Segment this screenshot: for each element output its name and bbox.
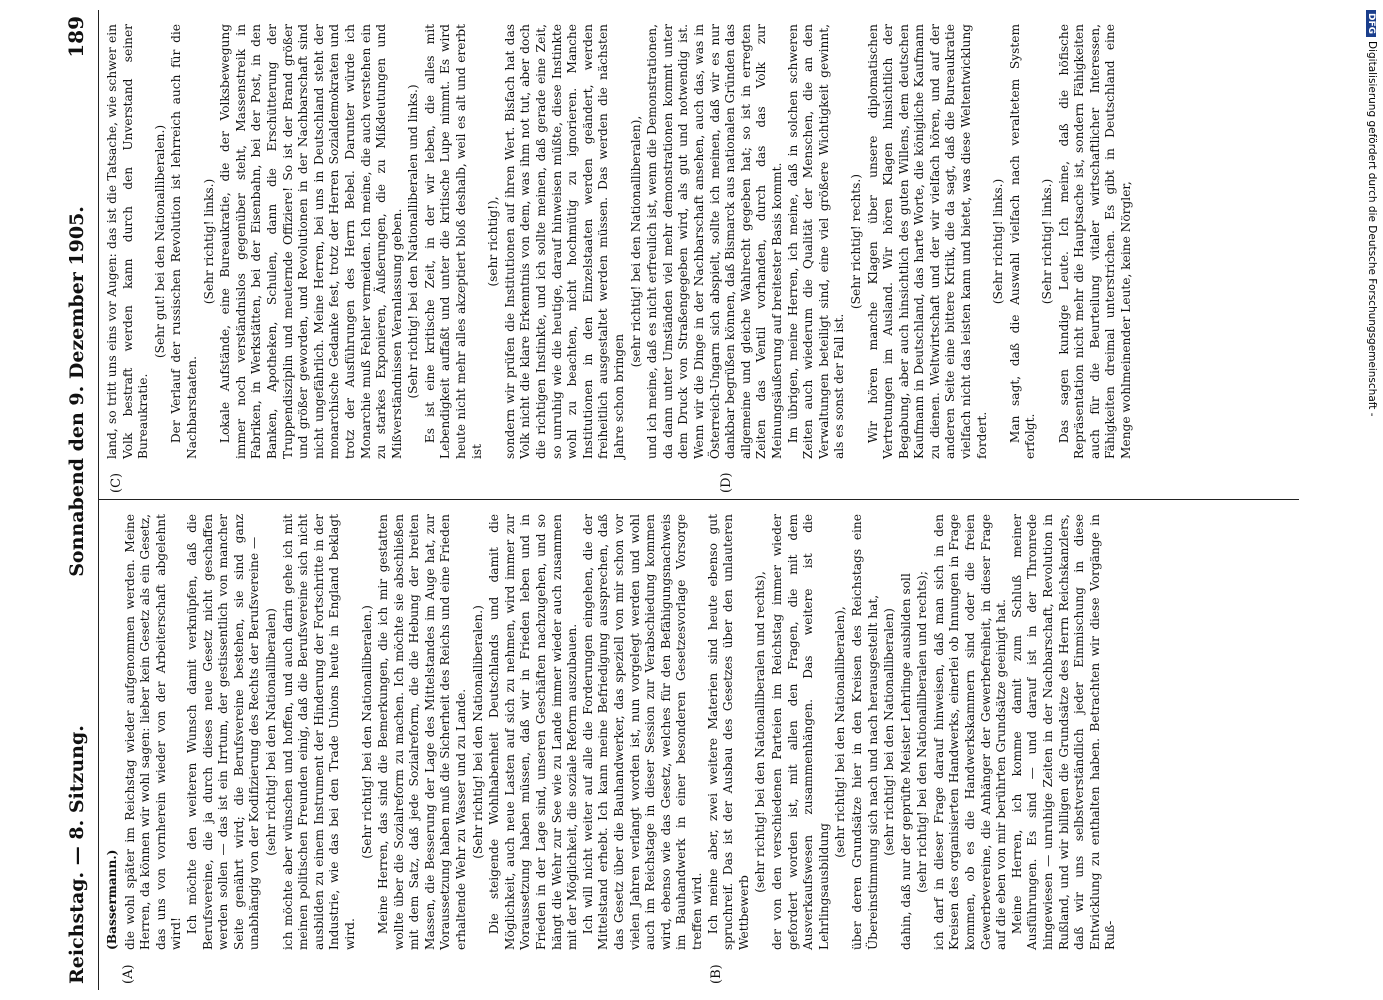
right-column [99, 10, 1299, 500]
paragraph: Der Verlauf der russischen Revolution ist lehrreich auch für die Nachbarstaaten. [169, 24, 199, 459]
paragraph: Es ist eine kritische Zeit, in der wir leben, die alles mit Lebendigkeit auffaßt und unter die kritische Lupe nimmt. Es wird heute nicht mehr alles akzeptiert bloß deshalb, weil es alt und ererbt ist [422, 24, 484, 459]
paragraph: Lokale Aufstände, eine Bureaukratie, die der Volksbewegung immer noch verständnislos gegenüber steht, Massenstreik in Fabriken, in Werkstätten, bei der Eisenbahn, bei der Post, in den Banken, Apotheken, Schulen, dann die Erschütterung der Truppendisziplin und meuternde Offiziere! So ist der Brand größer und größer geworden, und Revolutionen in der Nachbarschaft sind nicht ungefährlich. Meine Herren, bei uns in Deutschland steht der monarchische Gedanke fest, trotz der Herren Sozialdemokraten und trotz der Ausführungen des Herrn Bebel. Darunter würde ich Monarchie muß Fehler vermeiden. Ich meine, die auch verstehen ein zu starkes Exponieren, Äußerungen, die zu Mißdeutungen und Mißverständnissen Veranlassung geben. [218, 24, 404, 459]
interjection: (Sehr richtig! links.) [201, 178, 216, 305]
interjection: (sehr richtig! bei den Nationalliberalen), [628, 115, 643, 368]
paragraph: Meine Herren, ich komme damit zum Schluß meiner Ausführungen. Es sind — und darauf ist in der Thronrede hingewiesen — unruhige Zeiten in der Nachbarschaft, Revolution in Rußland, und wir billigen die Grundsätze des Herrn Reichskanzlers, daß wir uns selbstverständlich jeder Einmischung in diese Entwicklung zu enthalten haben. Betrachten wir diese Vorgänge in Ruß- [1009, 514, 1118, 950]
interjection: (Sehr richtig! rechts.) [848, 173, 863, 310]
interjection: (sehr richtig! bei den Nationalliberalen) [882, 608, 897, 856]
paragraph: Ich meine aber, zwei weitere Materien sind heute ebenso gut spruchreif. Das ist der Ausbau des Gesetzes über den unlauteren Wettbewerb [705, 514, 751, 950]
running-header [64, 10, 99, 990]
digitization-note: Digitalisierung gefördert durch die Deutsche Forschungsgemeinschaft - [1366, 41, 1378, 417]
paragraph: über deren Grundsätze hier in den Kreisen des Reichstags eine Übereinstimmung sich nach und nach herausgestellt hat, [849, 514, 880, 950]
paragraph: Die steigende Wohlhabenheit Deutschlands und damit die Möglichkeit, auch neue Lasten auf sich zu nehmen, wird immer zur Voraussetzung haben müssen, daß wir in Frieden leben und in Frieden in der Lage sind, unseren Geschäften nachzugehen, und so hängt die Wehr zur See wie zu Lande immer wieder auch zusammen mit der Möglichkeit, die soziale Reform auszubauen. [487, 514, 580, 950]
interjection: (sehr richtig!), [486, 196, 501, 287]
paragraph: ich darf in dieser Frage darauf hinweisen, daß man sich in den Kreisen des organisierten Handwerks, einerlei ob Innungen in Frage kommen, ob es die Handwerkskammern sind oder die freien Gewerbevereine, die Anhänger der Gewerbefreiheit, in dieser Frage auf die eben von mir berührten Grundsätze geeinigt hat. [931, 514, 1009, 950]
page-number: 189 [64, 16, 88, 58]
interjection: (sehr richtig! bei den Nationalliberalen), [833, 606, 848, 858]
paragraph: der von den verschiedenen Parteien im Reichstag immer wieder gefordert worden ist, mit allen den Fragen, die mit dem Ausverkaufswesen zusammenhängen. Das weitere ist die Lehrlingsausbildung [769, 514, 831, 950]
interjection: (Sehr richtig! bei den Nationalliberalen und links.) [406, 84, 421, 399]
interjection: (Sehr richtig! bei den Nationalliberalen.) [359, 605, 374, 859]
interjection: (Sehr richtig! links.) [991, 178, 1006, 305]
paragraph: die wohl später im Reichstag wieder aufgenommen werden. Meine Herren, da können wir wohl sagen: lieber kein Gesetz als ein Gesetz, das uns von vornherein wieder von der Arbeiterschaft abgelehnt wird! [122, 514, 184, 950]
paragraph: Ich möchte den weiteren Wunsch damit verknüpfen, daß die Berufsvereine, die ja durch dieses neue Gesetz nicht geschaffen werden sollen — das ist ein Irrtum, der gestissentlich von mancher Seite genährt wird; die Berufsvereine bestehen, sie sind ganz unabhängig von der Kodifizierung des Rechts der Berufsvereine — [184, 514, 262, 950]
digitization-credit [1359, 10, 1381, 990]
paragraph: Das sagen kundige Leute. Ich meine, daß die höfische Repräsentation nicht mehr die Hauptsache ist, sondern Fähigkeiten auch für die Beurteilung vitaler wirtschaftlicher Interessen, Fähigkeiten dreimal unterstrichen. Es gibt in Deutschland eine Menge wohlmeinender Leute, keine Nörgler, [1056, 24, 1133, 459]
rotated-newspaper-page [60, 0, 1330, 1000]
header-left: Reichstag. — 8. Sitzung. [66, 725, 88, 984]
paragraph: sondern wir prüfen die Institutionen auf ihren Wert. Bisfach hat das Volk nicht die klare Erkenntnis von dem, was ihm not tut, aber doch die richtigen Instinkte, und ich sollte meinen, daß gerade eine Zeit, so unruhig wie die heutige, darauf hinweisen müßte, diese Instinkte wohl zu beachten, nicht hochmütig zu ignorieren. Manche Institutionen in den Einzelstaaten werden geändert, werden freiheitlich ausgestaltet werden müssen. Das werden die nächsten Jahre schon bringen [502, 24, 626, 459]
paragraph: Meine Herren, das sind die Bemerkungen, die ich mir gestatten wollte über die Sozialreform zu machen. Ich möchte sie abschließen mit dem Satz, daß jede Sozialreform, die die Hebung der breiten Massen, die Besserung der Lage des Mittelstandes im Auge hat, zur Voraussetzung haben muß die Sicherheit des Reichs und eine Frieden erhaltende Wehr zu Wasser und zu Lande. [376, 514, 469, 950]
paragraph: dahin, daß nur der geprüfte Meister Lehrlinge ausbilden soll [898, 573, 913, 950]
margin-marker-b: (B) [709, 964, 724, 984]
dfg-logo: DFG [1366, 10, 1376, 37]
margin-marker-a: (A) [121, 964, 136, 984]
paragraph: Im übrigen, meine Herren, ich meine, daß in solchen schweren Zeiten auch wiederum die Qualität der Menschen, die an den Verwaltungen beteiligt sind, eine viel größere Wichtigkeit gewinnt, als es sonst der Fall ist. [785, 24, 847, 459]
paragraph: Wir hören manche Klagen über unsere diplomatischen Vertretungen im Ausland. Wir hören Klagen hinsichtlich der Begabung, aber auch hinsichtlich des guten Willens, dem deutschen Kaufmann in Deutschland, das harte Worte, die königliche Kaufmann zu dienen. Weltwirtschaft und der wir vielfach hören, und auf der anderen Seite eine bittere Kritik, die da sagt, daß die Bureaukratie vielfach nicht das leisten kann und bietet, was diese Weltentwicklung fordert. [865, 24, 989, 459]
interjection: (sehr richtig! bei den Nationalliberalen) [263, 608, 278, 856]
interjection: (Sehr richtig! bei den Nationalliberalen.) [470, 605, 485, 859]
margin-marker-d: (D) [719, 472, 734, 493]
paragraph: Man sagt, daß die Auswahl vielfach nach veraltetem System erfolgt. [1007, 24, 1038, 459]
paragraph: land, so tritt uns eins vor Augen: das ist die Tatsache, wie schwer ein Volk bestraft werden kann durch den Unverstand seiner Bureaukratie. [105, 24, 151, 459]
interjection: (Sehr gut! bei den Nationalliberalen.) [152, 124, 167, 359]
paragraph: und ich meine, daß es nicht erfreulich ist, wenn die Demonstrationen, da dann unter Umständen viel mehr demonstrationen kommt unter dem Druck von Straßengegeben wird, als gut und notwendig ist. Wenn wir die Dinge in der Nachbarschaft ansehen, auch das, was in Österreich-Ungarn sich abspielt, sollte ich meinen, daß wir es nur dankbar begrüßen können, daß Bismarck aus nationalen Gründen das allgemeine und gleiche Wahlrecht gegeben hat; so ist in erregten Zeiten das Ventil vorhanden, durch das das Volk zur Meinungsäußerung auf breitester Basis kommt. [645, 24, 784, 459]
interjection: (sehr richtig! bei den Nationalliberalen und rechts), [753, 571, 768, 893]
interjection: (Sehr richtig! links.) [1040, 178, 1055, 305]
header-date: Sonnabend den 9. Dezember 1905. [66, 206, 88, 577]
speaker-name: (Bassermann.) [105, 849, 119, 950]
left-column [99, 500, 1299, 990]
margin-marker-c: (C) [109, 472, 124, 493]
interjection: (sehr richtig! bei den Nationalliberalen und rechts); [915, 571, 930, 893]
paragraph: ich möchte aber wünschen und hoffen, und auch darin gehe ich mit meinen politischen Freunden einig, daß die Berufsvereine sich nicht ausbilden zu einem Instrument der Hinderung der Fortschritte in der Industrie, wie das bei den Trade Unions heute in England beklagt wird. [280, 514, 357, 950]
paragraph: Ich will nicht weiter auf alle die Forderungen eingehen, die der Mittelstand erhebt. Ich kann meine Befriedigung aussprechen, daß das Gesetz über die Bauhandwerker, das speziell von mir schon vor vielen Jahren verlangt worden ist, nun vorgelegt werden und wohl auch im Reichstage in dieser Session zur Verabschiedung kommen wird, ebenso wie das Gesetz, welches für den Befähigungsnachweis im Bauhandwerk in einer besonderen Gesetzesvorlage Vorsorge treffen wird. [580, 514, 704, 950]
